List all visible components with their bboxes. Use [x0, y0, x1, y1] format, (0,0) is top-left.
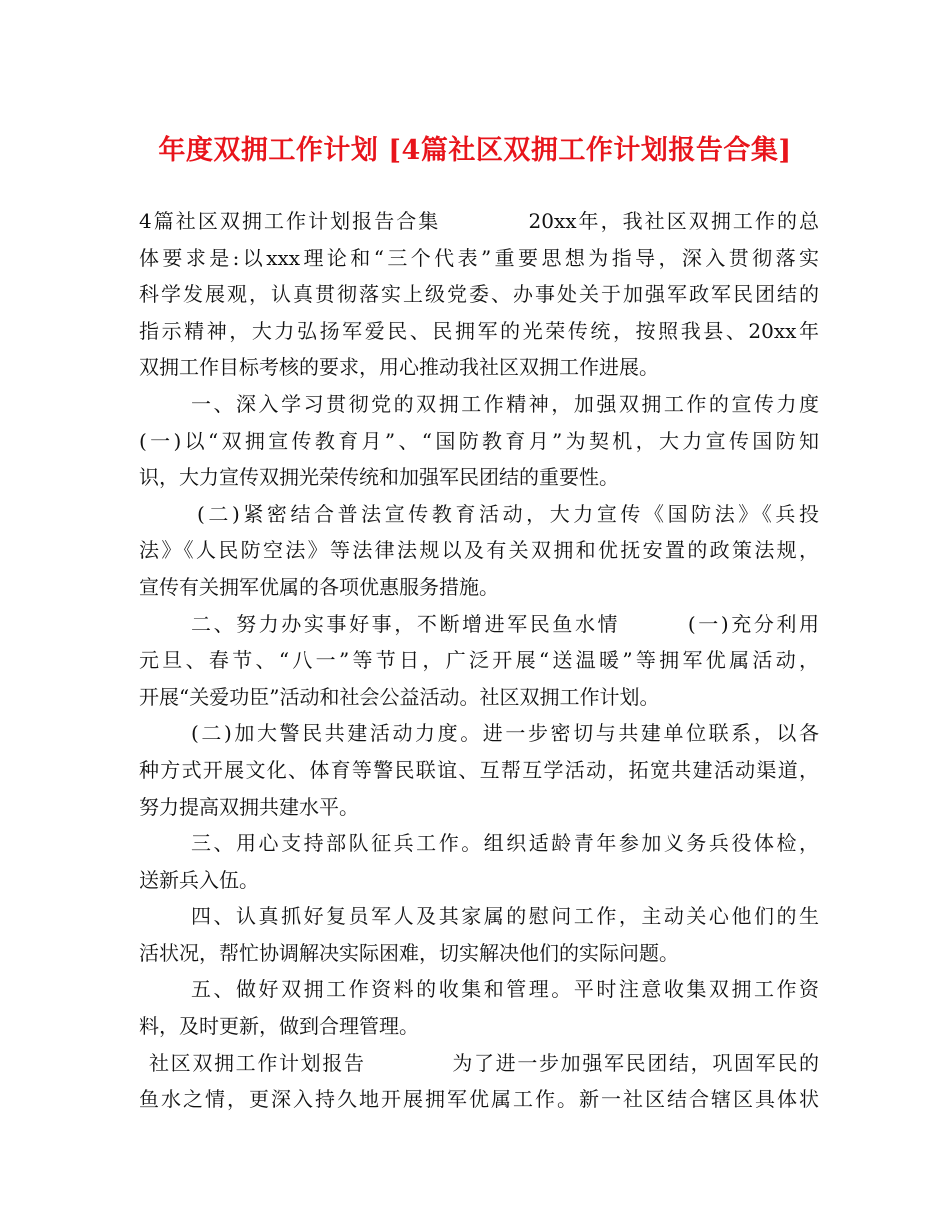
body-line: 社区双拥工作计划报告 为了进一步加强军民团结，巩固军民的 [149, 1050, 819, 1075]
body-line: 4篇社区双拥工作计划报告合集 20xx年，我社区双拥工作的总 [139, 209, 819, 233]
document-title: 年度双拥工作计划 [4篇社区双拥工作计划报告合集] [158, 135, 792, 166]
document-body [139, 203, 819, 1118]
body-line: (二)加大警民共建活动力度。进一步密切与共建单位联系，以各 [191, 721, 819, 746]
body-line: 四、认真抓好复员军人及其家属的慰问工作，主动关心他们的生 [191, 904, 819, 929]
body-line: 法》《人民防空法》等法律法规以及有关双拥和优抚安置的政策法规， [139, 538, 819, 563]
body-line: 体要求是:以xxx理论和“三个代表”重要思想为指导，深入贯彻落实 [139, 245, 819, 270]
body-line: 宣传有关拥军优属的各项优惠服务措施。 [139, 574, 499, 599]
body-line: 料，及时更新，做到合理管理。 [139, 1014, 419, 1039]
body-line: 二、努力办实事好事，不断增进军民鱼水情 (一)充分利用 [191, 611, 819, 636]
body-line: 元旦、春节、“八一”等节日，广泛开展“送温暖”等拥军优属活动， [139, 648, 819, 673]
body-line: 三、用心支持部队征兵工作。组织适龄青年参加义务兵役体检， [191, 831, 819, 856]
body-line: 双拥工作目标考核的要求，用心推动我社区双拥工作进展。 [139, 355, 659, 380]
body-line: 识，大力宣传双拥光荣传统和加强军民团结的重要性。 [139, 465, 619, 490]
body-line: 鱼水之情，更深入持久地开展拥军优属工作。新一社区结合辖区具体状 [139, 1087, 819, 1112]
body-line: (一)以“双拥宣传教育月”、“国防教育月”为契机，大力宣传国防知 [139, 428, 819, 453]
body-line: 送新兵入伍。 [139, 867, 259, 892]
body-line: 种方式开展文化、体育等警民联谊、互帮互学活动，拓宽共建活动渠道， [139, 757, 819, 782]
body-line: 努力提高双拥共建水平。 [139, 794, 359, 819]
body-line: 开展“关爱功臣”活动和社会公益活动。社区双拥工作计划。 [139, 684, 660, 709]
body-line: (二)紧密结合普法宣传教育活动，大力宣传《国防法》《兵投 [197, 501, 819, 526]
body-line: 五、做好双拥工作资料的收集和管理。平时注意收集双拥工作资 [191, 977, 819, 1002]
body-line: 一、深入学习贯彻党的双拥工作精神，加强双拥工作的宣传力度 [191, 391, 819, 416]
body-line: 指示精神，大力弘扬军爱民、民拥军的光荣传统，按照我县、20xx年 [139, 318, 819, 343]
body-line: 科学发展观，认真贯彻落实上级党委、办事处关于加强军政军民团结的 [139, 282, 819, 307]
body-line: 活状况，帮忙协调解决实际困难，切实解决他们的实际问题。 [139, 940, 679, 965]
